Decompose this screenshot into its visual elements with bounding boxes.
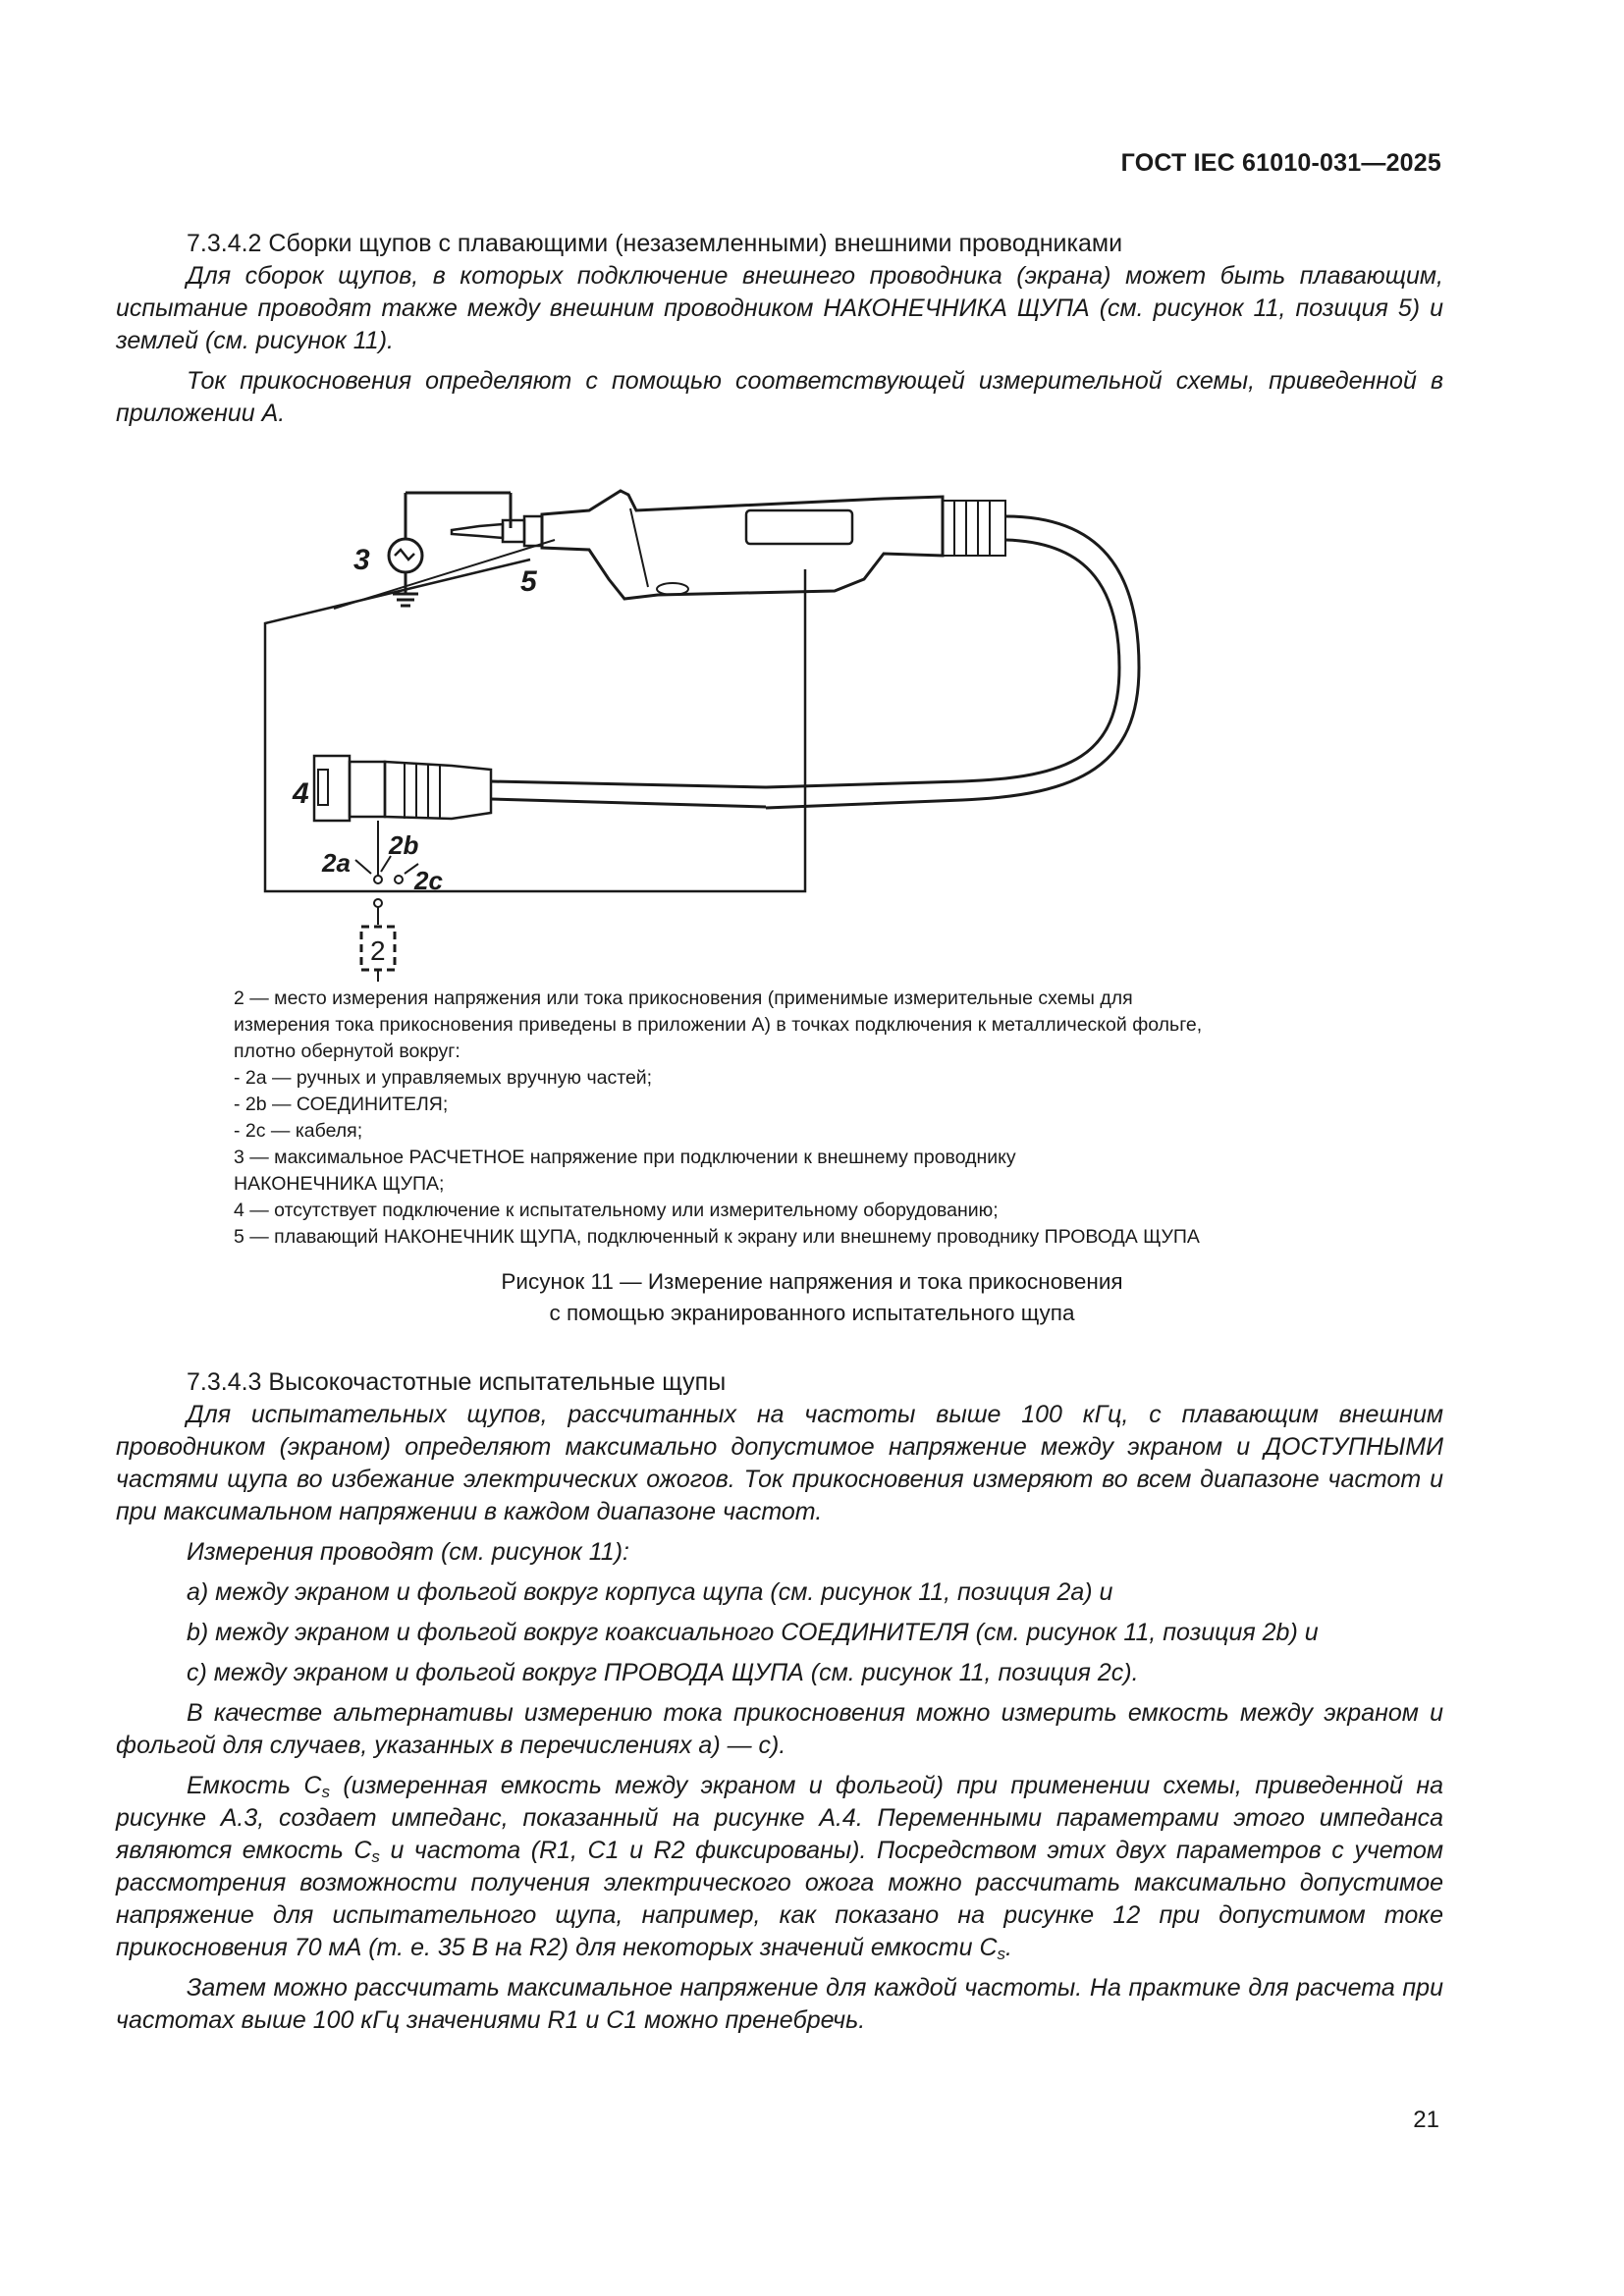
document-header: ГОСТ IEC 61010-031—2025 xyxy=(1120,149,1441,177)
legend-line: - 2c — кабеля; xyxy=(234,1120,363,1142)
point-2b xyxy=(374,899,382,907)
list-item-a: a) между экраном и фольгой вокруг корпуса щупа (см. рисунок 11, позиция 2a) и xyxy=(187,1578,1113,1606)
probe-tip xyxy=(452,524,503,538)
paragraph: Для испытательных щупов, рассчитанных на частоты выше 100 кГц, с плавающим внешним проводником (экраном) определяют максимально допустимое напряжение между экраном и ДОСТУПНЫМИ частями щупа во избежание электрических ожогов. Ток прикосновения измеряют во всем диапазоне частот и при максимальном напряжении в каждом диапазоне частот. xyxy=(116,1401,1443,1525)
probe-cable xyxy=(766,516,1139,808)
paragraph: Затем можно рассчитать максимальное напряжение для каждой частоты. На практике для расчета при частотах выше 100 кГц значениями R1 и C1 можно пренебречь. xyxy=(116,1974,1443,2034)
label-2: 2 xyxy=(370,935,386,966)
legend-line: 3 — максимальное РАСЧЕТНОЕ напряжение при подключении к внешнему проводнику xyxy=(234,1147,1016,1168)
section-heading-7-3-4-3: 7.3.4.3 Высокочастотные испытательные щупы xyxy=(187,1368,727,1396)
caption-line-1: Рисунок 11 — Измерение напряжения и тока прикосновения xyxy=(501,1269,1123,1294)
probe-body xyxy=(542,491,943,599)
legend-line: НАКОНЕЧНИКА ЩУПА; xyxy=(234,1173,445,1195)
label-5: 5 xyxy=(520,565,537,598)
paragraph: Для сборок щупов, в которых подключение внешнего проводника (экрана) может быть плавающим, испытание проводят также между внешним проводником НАКОНЕЧНИКА ЩУПА (см. рисунок 11, позиция 5) и землей (см. рисунок 11). xyxy=(116,262,1443,354)
section-7-3-4-2-body xyxy=(116,260,1443,430)
page-number: 21 xyxy=(1413,2107,1439,2133)
list-item-b: b) между экраном и фольгой вокруг коаксиального СОЕДИНИТЕЛЯ (см. рисунок 11, позиция 2b) и xyxy=(187,1619,1319,1646)
probe-window xyxy=(746,510,852,544)
list-item-c: c) между экраном и фольгой вокруг ПРОВОДА ЩУПА (см. рисунок 11, позиция 2c). xyxy=(187,1659,1139,1686)
legend-line: - 2a — ручных и управляемых вручную частей; xyxy=(234,1067,653,1089)
label-2a: 2a xyxy=(322,848,351,878)
section-7-3-4-3-body xyxy=(116,1399,1443,2037)
figure-caption xyxy=(295,1266,1329,1329)
paragraph-capacitance: Емкость $C_s$ (измеренная емкость между экраном и фольгой) при применении схемы, приведенной на рисунке А.3, создает импеданс, показанный на рисунке А.4. Переменными параметрами этого импеданса являются емкость $C_s$ и частота (R1, C1 и R2 фиксированы). Посредством этих двух параметров с учетом рассмотрения возможности получения электрического ожога можно рассчитать максимально допустимое напряжение для испытательного щупа, например, как показано на рисунке 12 при допустимом токе прикосновения 70 мА (т. е. 35 В на R2) для некоторых значений емкости $C_s$. xyxy=(116,1772,1443,1963)
figure-legend xyxy=(234,986,1392,1251)
paragraph: В качестве альтернативы измерению тока прикосновения можно измерить емкость между экраном и фольгой для случаев, указанных в перечислениях а) — с). xyxy=(116,1699,1443,1759)
legend-line: 5 — плавающий НАКОНЕЧНИК ЩУПА, подключенный к экрану или внешнему проводнику ПРОВОДА ЩУПА xyxy=(234,1226,1200,1248)
caption-line-2: с помощью экранированного испытательного щупа xyxy=(549,1301,1075,1325)
section-heading-7-3-4-2: 7.3.4.2 Сборки щупов с плавающими (незаземленными) внешними проводниками xyxy=(187,230,1123,257)
point-2a xyxy=(374,876,382,883)
label-2c: 2c xyxy=(414,866,443,895)
legend-line: 2 — место измерения напряжения или тока прикосновения (применимые измерительные схемы для xyxy=(234,988,1133,1009)
label-3: 3 xyxy=(353,544,370,576)
bnc-connector xyxy=(314,756,350,821)
label-2b: 2b xyxy=(389,830,419,860)
legend-line: плотно обернутой вокруг: xyxy=(234,1041,460,1062)
legend-line: измерения тока прикосновения приведены в приложении А) в точках подключения к металлической фольге, xyxy=(234,1014,1203,1036)
legend-line: 4 — отсутствует подключение к испытательному или измерительному оборудованию; xyxy=(234,1200,999,1221)
paragraph: Ток прикосновения определяют с помощью соответствующей измерительной схемы, приведенной в приложении А. xyxy=(116,367,1443,427)
label-4: 4 xyxy=(293,777,309,810)
paragraph: Измерения проводят (см. рисунок 11): xyxy=(187,1538,629,1566)
figure-11-diagram xyxy=(293,471,1237,966)
legend-line: - 2b — СОЕДИНИТЕЛЯ; xyxy=(234,1094,449,1115)
point-2c xyxy=(395,876,403,883)
